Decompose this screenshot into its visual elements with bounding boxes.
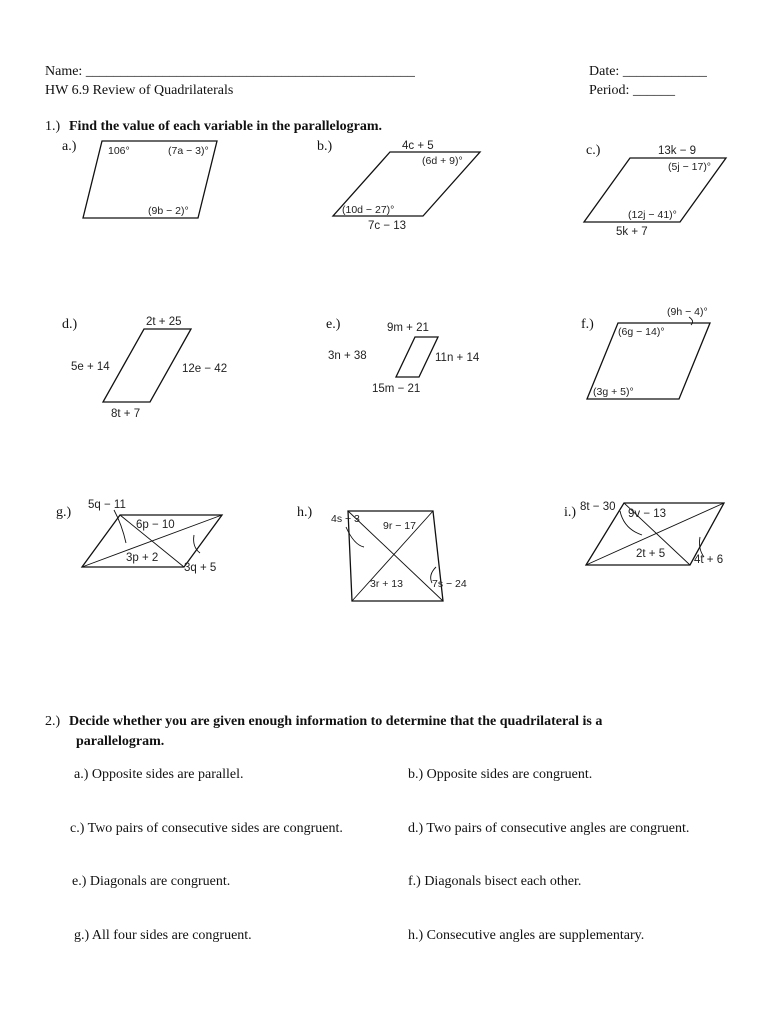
label-e-side-9m: 9m + 21 <box>387 322 429 334</box>
label-c-angle-5j: (5j − 17)° <box>668 161 712 173</box>
question-1-number: 1.) <box>45 119 61 134</box>
q2-item-e: e.) Diagonals are congruent. <box>72 874 231 889</box>
label-i-side-4t: 4t + 6 <box>694 554 724 566</box>
label-i-segment-2t: 2t + 5 <box>636 548 666 560</box>
label-b-side-4c: 4c + 5 <box>402 140 434 152</box>
label-e-side-11n: 11n + 14 <box>435 352 480 364</box>
problem-c-letter: c.) <box>586 143 601 158</box>
label-d-side-8t: 8t + 7 <box>111 408 141 420</box>
parallelogram-c <box>580 140 740 240</box>
problem-b-letter: b.) <box>317 139 333 154</box>
period-field-label: Period: ______ <box>589 83 675 98</box>
label-f-angle-9h: (9h − 4)° <box>667 306 708 318</box>
label-d-side-12e: 12e − 42 <box>182 363 228 375</box>
label-h-segment-9r: 9r − 17 <box>383 520 416 532</box>
label-e-side-15m: 15m − 21 <box>372 383 421 395</box>
problem-g-letter: g.) <box>56 505 72 520</box>
q2-item-f: f.) Diagonals bisect each other. <box>408 874 582 889</box>
parallelogram-e <box>325 315 495 400</box>
label-i-segment-9v: 9v − 13 <box>628 508 667 520</box>
name-field-label: Name: _______________________________________________ <box>45 64 415 79</box>
q2-item-h: h.) Consecutive angles are supplementary. <box>408 928 645 943</box>
label-c-angle-12j: (12j − 41)° <box>628 209 677 221</box>
label-g-segment-3p: 3p + 2 <box>126 552 159 564</box>
q2-item-d: d.) Two pairs of consecutive angles are congruent. <box>408 821 690 836</box>
label-f-angle-3g: (3g + 5)° <box>593 386 634 398</box>
question-2-prompt-line-1: Decide whether you are given enough information to determine that the quadrilateral is a <box>69 714 603 729</box>
label-a-angle-7a: (7a − 3)° <box>168 145 209 157</box>
problem-i-letter: i.) <box>564 505 577 520</box>
parallelogram-d <box>66 310 246 425</box>
q2-item-c: c.) Two pairs of consecutive sides are congruent. <box>70 821 343 836</box>
label-a-angle-106: 106° <box>108 145 130 157</box>
question-2-prompt-line-2: parallelogram. <box>76 734 165 749</box>
label-g-segment-6p: 6p − 10 <box>136 519 175 531</box>
label-f-angle-6g: (6g − 14)° <box>618 326 665 338</box>
q2-item-b: b.) Opposite sides are congruent. <box>408 767 593 782</box>
problem-f-letter: f.) <box>581 317 594 332</box>
label-a-angle-9b: (9b − 2)° <box>148 205 189 217</box>
parallelogram-g <box>74 495 234 575</box>
label-d-side-5e: 5e + 14 <box>71 361 110 373</box>
label-g-side-5q: 5q − 11 <box>88 499 126 511</box>
label-b-angle-6d: (6d + 9)° <box>422 155 463 167</box>
problem-d-letter: d.) <box>62 317 78 332</box>
label-b-side-7c: 7c − 13 <box>368 220 407 232</box>
problem-e-letter: e.) <box>326 317 341 332</box>
q2-item-g: g.) All four sides are congruent. <box>74 928 252 943</box>
problem-h-letter: h.) <box>297 505 313 520</box>
label-c-side-5k: 5k + 7 <box>616 226 648 238</box>
date-field-label: Date: ____________ <box>589 64 707 79</box>
label-h-segment-3r: 3r + 13 <box>370 578 403 590</box>
label-e-side-3n: 3n + 38 <box>328 350 367 362</box>
page-title: HW 6.9 Review of Quadrilaterals <box>45 83 234 98</box>
label-h-side-4s: 4s − 3 <box>331 513 360 525</box>
label-b-angle-10d: (10d − 27)° <box>342 204 395 216</box>
question-1-prompt: Find the value of each variable in the parallelogram. <box>69 119 383 134</box>
parallelogram-f <box>585 303 725 408</box>
parallelogram-h <box>328 505 473 610</box>
question-2-number: 2.) <box>45 714 61 729</box>
parallelogram-i <box>578 497 753 575</box>
parallelogram-a <box>80 138 230 223</box>
label-d-side-2t: 2t + 25 <box>146 316 182 328</box>
q2-item-a: a.) Opposite sides are parallel. <box>74 767 244 782</box>
parallelogram-b <box>330 138 490 238</box>
label-h-side-7s: 7s − 24 <box>432 578 467 590</box>
label-i-side-8t: 8t − 30 <box>580 501 616 513</box>
label-g-side-3q: 3q + 5 <box>184 562 217 574</box>
label-c-side-13k: 13k − 9 <box>658 145 697 157</box>
problem-a-letter: a.) <box>62 139 77 154</box>
